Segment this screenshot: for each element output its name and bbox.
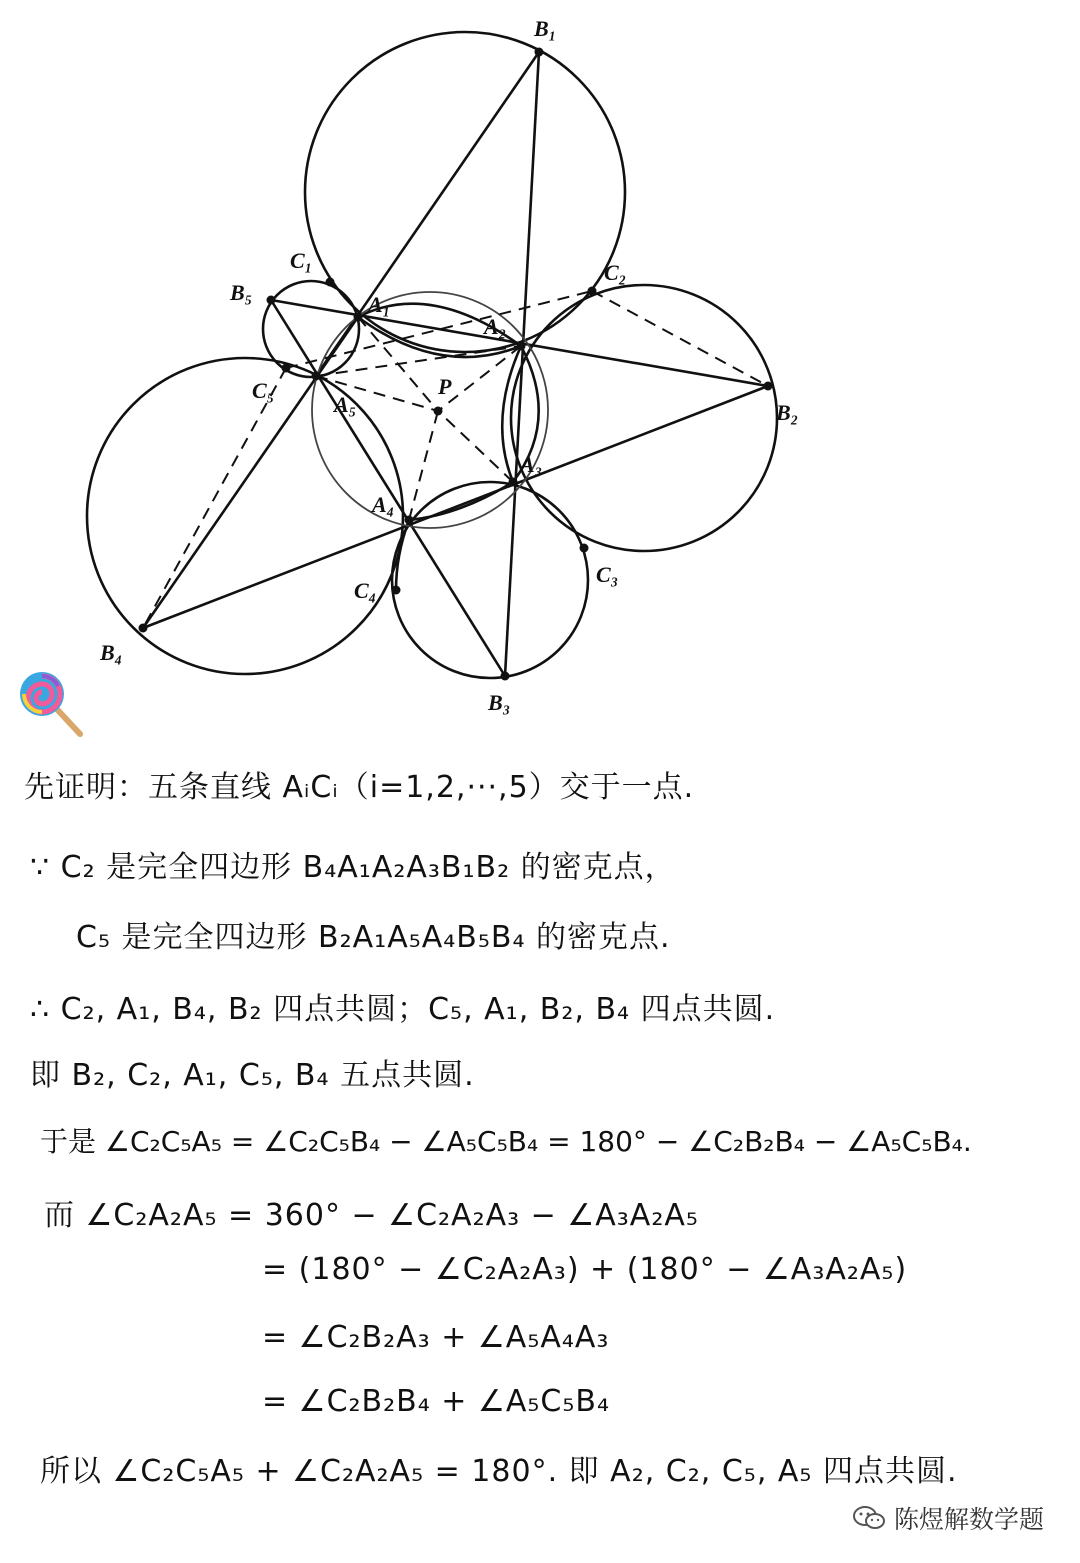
label-a1: A₁ [368, 292, 391, 317]
label-c5: C₅ [252, 378, 275, 403]
watermark-text: 陈煜解数学题 [893, 1505, 1044, 1534]
proof-line-5: 即 B₂, C₂, A₁, C₅, B₄ 五点共圆. [30, 1058, 475, 1093]
label-a5: A₅ [334, 392, 357, 417]
label-a3: A₃ [520, 452, 543, 477]
label-b4: B₄ [100, 640, 123, 665]
watermark [852, 1500, 1044, 1536]
label-b3: B₃ [488, 690, 511, 715]
label-b2: B₂ [776, 400, 799, 425]
proof-line-2: ∵ C₂ 是完全四边形 B₄A₁A₂A₃B₁B₂ 的密克点， [30, 850, 676, 885]
proof-line-10: = ∠C₂B₂B₄ + ∠A₅C₅B₄ [262, 1384, 610, 1419]
proof-line-3: C₅ 是完全四边形 B₂A₁A₅A₄B₅B₄ 的密克点. [76, 920, 671, 955]
proof-line-9: = ∠C₂B₂A₃ + ∠A₅A₄A₃ [262, 1320, 610, 1355]
label-b5: B₅ [230, 280, 253, 305]
proof-line-4: ∴ C₂, A₁, B₄, B₂ 四点共圆；C₅, A₁, B₂, B₄ 四点共圆. [30, 992, 776, 1027]
label-c3: C₃ [596, 562, 619, 587]
label-b1: B₁ [534, 16, 557, 41]
proof-line-7: 而 ∠C₂A₂A₅ = 360° − ∠C₂A₂A₃ − ∠A₃A₂A₅ [44, 1198, 699, 1233]
wechat-icon [852, 1504, 886, 1532]
proof-line-8: = (180° − ∠C₂A₂A₃) + (180° − ∠A₃A₂A₅) [262, 1252, 908, 1287]
proof-line-11: 所以 ∠C₂C₅A₅ + ∠C₂A₂A₅ = 180°. 即 A₂, C₂, C₅, A₅ 四点共圆. [40, 1454, 958, 1489]
label-p: P [438, 374, 452, 399]
label-a2: A₂ [484, 314, 507, 339]
label-c1: C₁ [290, 248, 313, 273]
label-a4: A₄ [372, 492, 395, 517]
label-c4: C₄ [354, 578, 377, 603]
label-c2: C₂ [604, 260, 627, 285]
proof-line-1: 先证明：五条直线 AᵢCᵢ（i=1,2,···,5）交于一点. [24, 770, 695, 805]
proof-line-6: 于是 ∠C₂C₅A₅ = ∠C₂C₅B₄ − ∠A₅C₅B₄ = 180° − ∠C₂B₂B₄ − ∠A₅C₅B₄. [40, 1125, 972, 1158]
